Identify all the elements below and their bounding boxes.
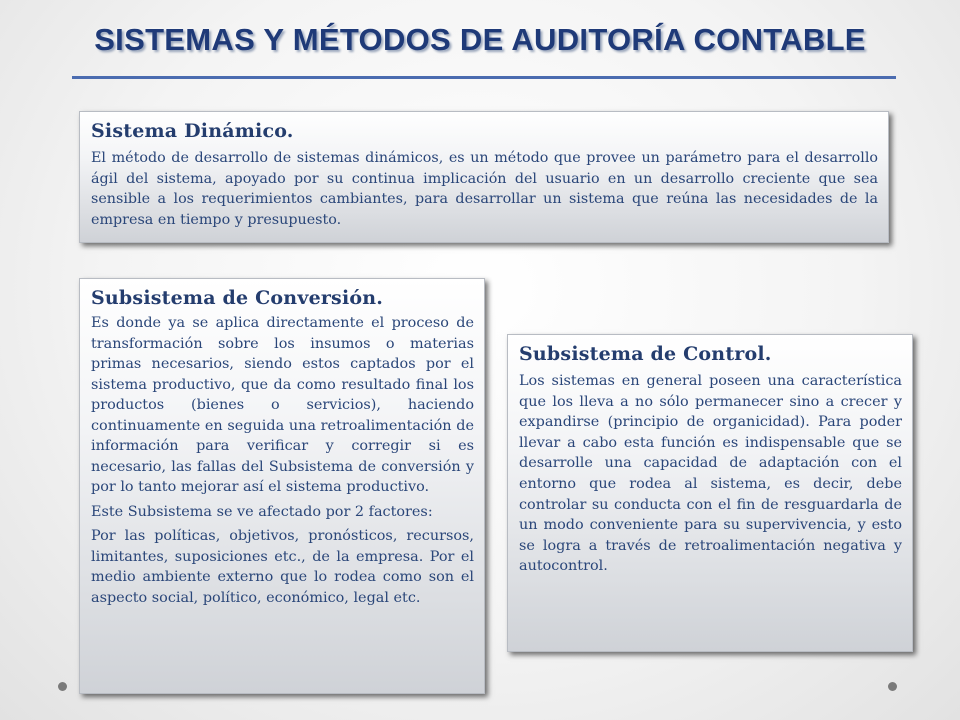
slide-title: SISTEMAS Y MÉTODOS DE AUDITORÍA CONTABLE [94,22,866,57]
card-paragraph-conversion-2: Este Subsistema se ve afectado por 2 factores: [91,503,433,520]
card-heading-dinamico: Sistema Dinámico. [91,120,294,142]
card-body-control: Los sistemas en general poseen una característica que los lleva a no sólo permanecer sino a crecer y expandirse (principio de organicidad). Para poder llevar a cabo esta función es indispensable que se desarrolle una capacidad de adaptación con el entorno que rodea al sistema, es decir, debe controlar su conducta con el fin de resguardarla de un modo conveniente para su supervivencia, y esto se logra a través de retroalimentación negativa y autocontrol. [519,373,902,575]
card-subsistema-control [507,334,913,652]
card-heading-conversion: Subsistema de Conversión. [91,287,384,309]
card-sistema-dinamico [79,111,889,243]
card-heading-control: Subsistema de Control. [519,343,772,365]
card-paragraph-conversion-1: Es donde ya se aplica directamente el proceso de transformación sobre los insumos o materias primas necesarios, siendo estos captados por el sistema productivo, que da como resultado final los productos (bienes o servicios), haciendo continuamente en seguida una retroalimentación de información para verificar y corregir si es necesario, las fallas del Subsistema de conversión y por lo tanto mejorar así el sistema productivo. [91,315,474,495]
card-subsistema-conversion [79,278,485,694]
decorative-dot-right [888,682,897,691]
card-paragraph-conversion-3: Por las políticas, objetivos, pronósticos, recursos, limitantes, suposiciones etc., de la empresa. Por el medio ambiente externo que lo rodea como son el aspecto social, político, económico, legal etc. [91,528,474,606]
title-divider [72,76,896,79]
decorative-dot-left [58,682,67,691]
card-body-dinamico: El método de desarrollo de sistemas dinámicos, es un método que provee un parámetro para el desarrollo ágil del sistema, apoyado por su continua implicación del usuario en un desarrollo creciente que sea sensible a los requerimientos cambiantes, para desarrollar un sistema que reúna las necesidades de la empresa en tiempo y presupuesto. [91,150,878,228]
